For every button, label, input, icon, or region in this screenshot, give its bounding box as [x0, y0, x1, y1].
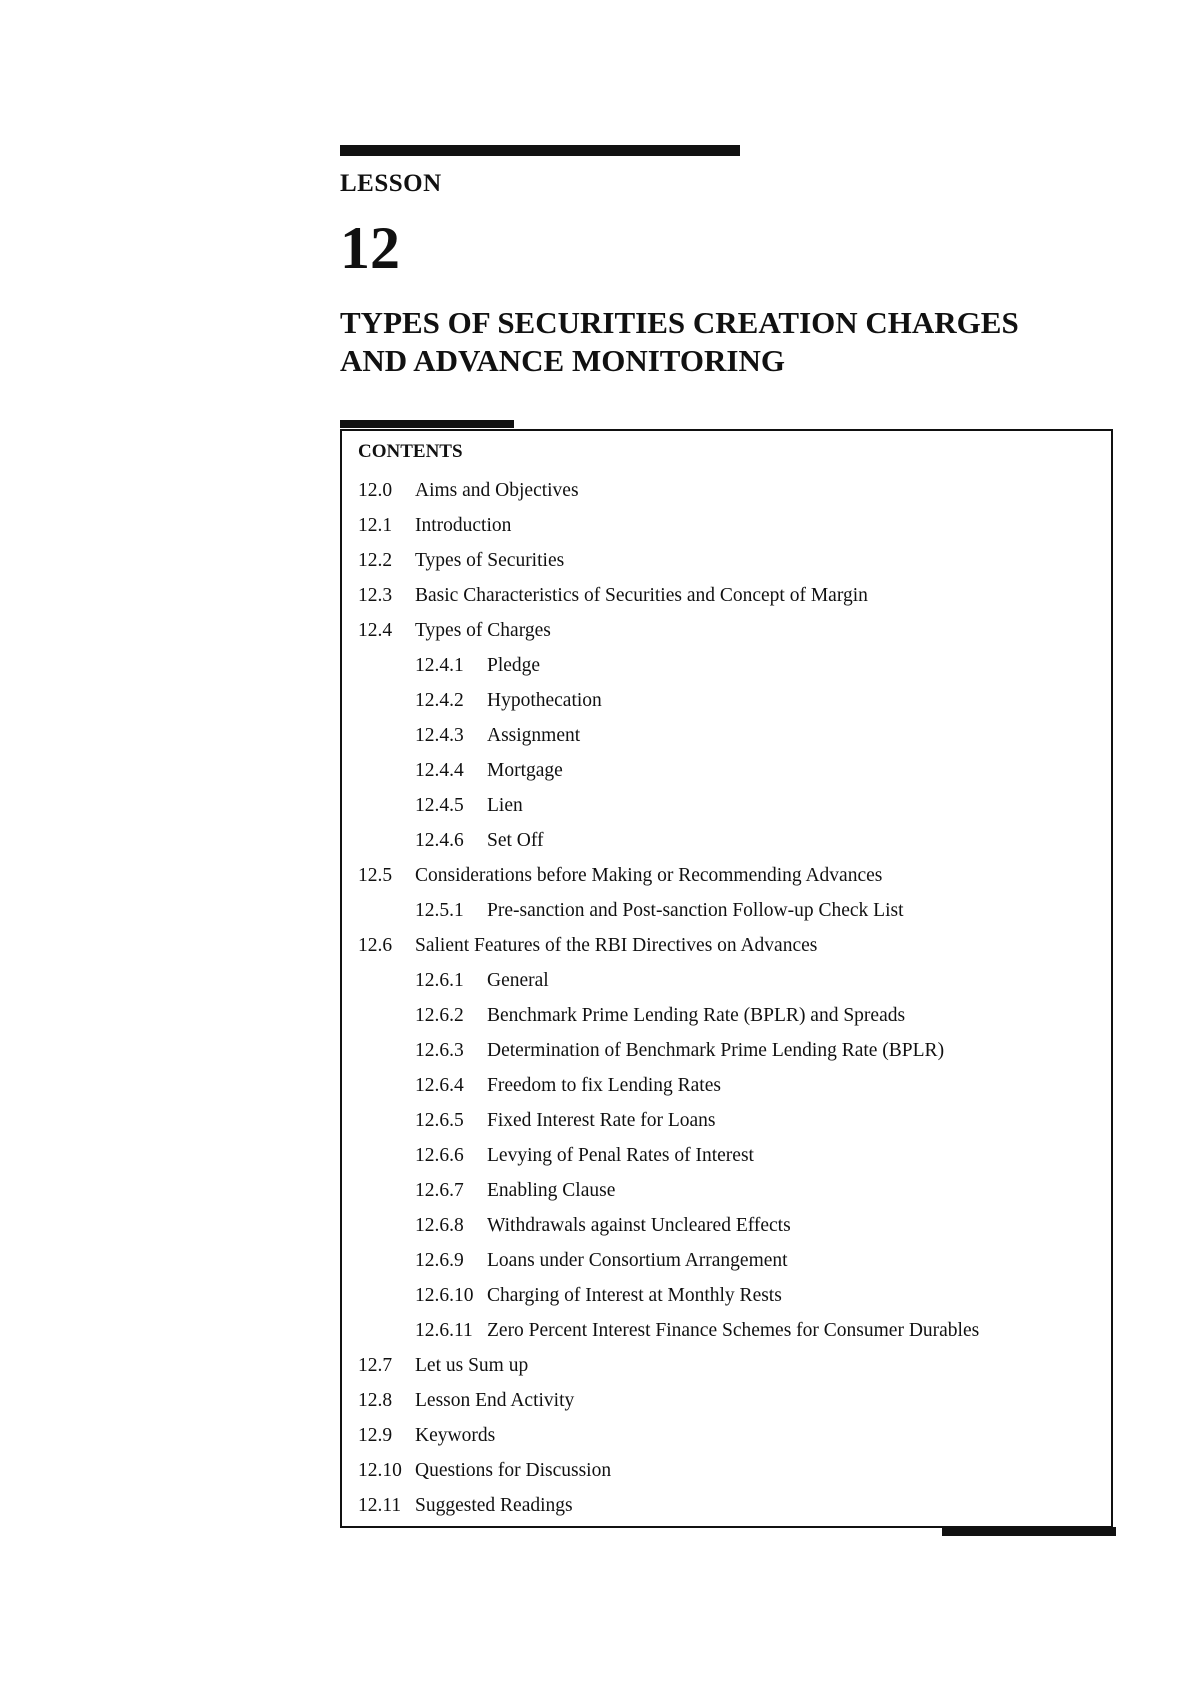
toc-entry — [358, 1138, 1103, 1173]
toc-entry-number: 12.11 — [358, 1495, 402, 1516]
toc-entry-title: Freedom to fix Lending Rates — [487, 1075, 721, 1096]
toc-entry-title: Introduction — [415, 515, 512, 536]
toc-entry — [358, 718, 1103, 753]
toc-entry-title: General — [487, 970, 549, 991]
toc-entry-number: 12.5 — [358, 865, 393, 886]
toc-entry-number: 12.8 — [358, 1390, 393, 1411]
toc-entry — [358, 1208, 1103, 1243]
toc-entry-number: 12.3 — [358, 585, 393, 606]
toc-entry — [358, 858, 1103, 893]
toc-entry — [358, 1243, 1103, 1278]
toc-entry — [358, 613, 1103, 648]
toc-entry-title: Keywords — [415, 1425, 496, 1446]
toc-entry — [358, 928, 1103, 963]
header-rule — [340, 145, 740, 156]
toc-entry — [358, 753, 1103, 788]
contents-heading: CONTENTS — [358, 441, 463, 462]
toc-entry — [358, 998, 1103, 1033]
toc-entry-title: Pledge — [487, 655, 541, 676]
toc-entry-number: 12.4 — [358, 620, 393, 641]
toc-entry-number: 12.4.5 — [415, 795, 464, 816]
toc-entry — [358, 1173, 1103, 1208]
toc-entry-number: 12.6.9 — [415, 1250, 464, 1271]
toc-entry-number: 12.6.4 — [415, 1075, 464, 1096]
toc-entry-title: Determination of Benchmark Prime Lending Rate (BPLR) — [487, 1040, 945, 1061]
lesson-title — [340, 304, 1100, 380]
toc-entry-title: Suggested Readings — [415, 1495, 573, 1516]
toc-entry-number: 12.7 — [358, 1355, 393, 1376]
lesson-number: 12 — [340, 215, 400, 281]
toc-entry — [358, 1488, 1103, 1523]
toc-entry — [358, 578, 1103, 613]
toc-entry-title: Levying of Penal Rates of Interest — [487, 1145, 754, 1166]
toc-entry-number: 12.6.7 — [415, 1180, 464, 1201]
lesson-title-line-2: AND ADVANCE MONITORING — [340, 343, 785, 378]
toc-list — [358, 473, 1103, 1523]
toc-entry — [358, 1278, 1103, 1313]
toc-entry-title: Lien — [487, 795, 523, 816]
toc-entry-title: Fixed Interest Rate for Loans — [487, 1110, 716, 1131]
toc-entry-number: 12.4.3 — [415, 725, 464, 746]
toc-entry-number: 12.6.11 — [415, 1320, 473, 1341]
toc-entry-number: 12.6.8 — [415, 1215, 464, 1236]
contents-box — [340, 429, 1113, 1528]
toc-entry-title: Enabling Clause — [487, 1180, 616, 1201]
toc-entry-title: Mortgage — [487, 760, 563, 781]
toc-entry-number: 12.6.2 — [415, 1005, 464, 1026]
contents-box-bottom-tab — [942, 1527, 1116, 1536]
toc-entry — [358, 543, 1103, 578]
toc-entry-title: Set Off — [487, 830, 544, 851]
toc-entry-number: 12.2 — [358, 550, 393, 571]
toc-entry-title: Let us Sum up — [415, 1355, 529, 1376]
toc-entry-number: 12.6 — [358, 935, 393, 956]
toc-entry-title: Types of Securities — [415, 550, 565, 571]
toc-entry-title: Assignment — [487, 725, 581, 746]
toc-entry-number: 12.5.1 — [415, 900, 464, 921]
contents-box-top-tab — [340, 420, 514, 428]
toc-entry-number: 12.4.6 — [415, 830, 464, 851]
toc-entry-title: Hypothecation — [487, 690, 602, 711]
toc-entry — [358, 1313, 1103, 1348]
toc-entry — [358, 1033, 1103, 1068]
toc-entry-number: 12.9 — [358, 1425, 393, 1446]
toc-entry — [358, 893, 1103, 928]
toc-entry-title: Lesson End Activity — [415, 1390, 575, 1411]
toc-entry — [358, 1418, 1103, 1453]
toc-entry-number: 12.4.4 — [415, 760, 464, 781]
toc-entry — [358, 1348, 1103, 1383]
toc-entry — [358, 823, 1103, 858]
toc-entry — [358, 788, 1103, 823]
toc-entry-title: Pre-sanction and Post-sanction Follow-up Check List — [487, 900, 904, 921]
toc-entry-title: Benchmark Prime Lending Rate (BPLR) and Spreads — [487, 1005, 906, 1026]
toc-entry-title: Aims and Objectives — [415, 480, 579, 501]
toc-entry — [358, 1453, 1103, 1488]
toc-entry — [358, 473, 1103, 508]
toc-entry-title: Charging of Interest at Monthly Rests — [487, 1285, 782, 1306]
toc-entry-number: 12.4.1 — [415, 655, 464, 676]
lesson-label: LESSON — [340, 170, 442, 197]
toc-entry-title: Types of Charges — [415, 620, 551, 641]
lesson-title-line-1: TYPES OF SECURITIES CREATION CHARGES — [340, 305, 1019, 340]
toc-entry-number: 12.0 — [358, 480, 393, 501]
toc-entry-title: Considerations before Making or Recommending Advances — [415, 865, 883, 886]
toc-entry-title: Salient Features of the RBI Directives on Advances — [415, 935, 818, 956]
toc-entry — [358, 1103, 1103, 1138]
toc-entry — [358, 508, 1103, 543]
toc-entry-number: 12.6.1 — [415, 970, 464, 991]
toc-entry — [358, 683, 1103, 718]
toc-entry-number: 12.6.6 — [415, 1145, 464, 1166]
toc-entry-title: Basic Characteristics of Securities and Concept of Margin — [415, 585, 868, 606]
toc-entry — [358, 963, 1103, 998]
toc-entry-number: 12.1 — [358, 515, 393, 536]
toc-entry-number: 12.10 — [358, 1460, 402, 1481]
toc-entry-number: 12.6.3 — [415, 1040, 464, 1061]
toc-entry-number: 12.6.10 — [415, 1285, 474, 1306]
toc-entry-title: Withdrawals against Uncleared Effects — [487, 1215, 791, 1236]
toc-entry-title: Zero Percent Interest Finance Schemes for Consumer Durables — [487, 1320, 980, 1341]
toc-entry-number: 12.4.2 — [415, 690, 464, 711]
toc-entry-title: Questions for Discussion — [415, 1460, 612, 1481]
toc-entry-title: Loans under Consortium Arrangement — [487, 1250, 788, 1271]
toc-entry — [358, 1383, 1103, 1418]
toc-entry-number: 12.6.5 — [415, 1110, 464, 1131]
toc-entry — [358, 648, 1103, 683]
toc-entry — [358, 1068, 1103, 1103]
